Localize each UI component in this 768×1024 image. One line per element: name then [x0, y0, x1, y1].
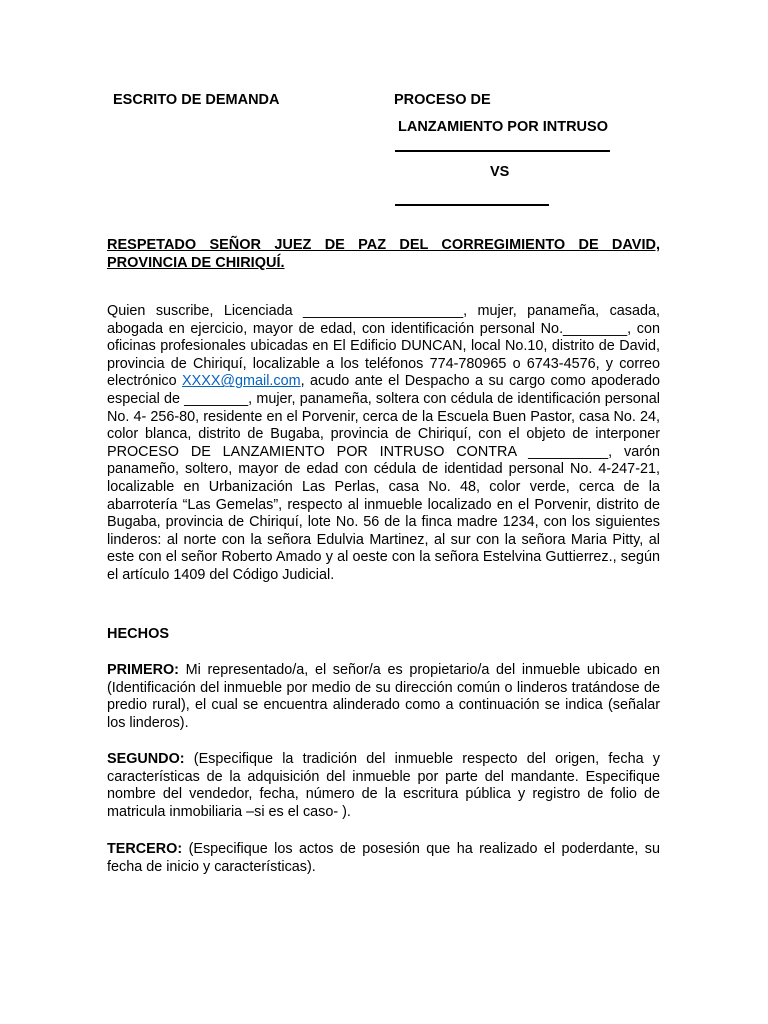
- intro-text-part-2: , acudo ante el Despacho a su cargo como apoderado especial de ________, mujer, panameña, soltera con cédula de identificación personal No. 4- 256-80, residente en el Porvenir, cerca de la Escuela Buen Pastor, casa No. 24, color blanca, distrito de Bugaba, provincia de Chiriquí, con el objeto de interponer PROCESO DE LANZAMIENTO POR INTRUSO CONTRA __________, varón panameño, soltero, mayor de edad con cédula de identidad personal No. 4-247-21, localizable en Urbanización Las Perlas, casa No. 48, color verde, cerca de la abarrotería “Las Gemelas”, respecto al inmueble localizado en el Porvenir, distrito de Bugaba, provincia de Chiriquí, lote No. 56 de la finca madre 1234, con los siguientes linderos: al norte con la señora Edulvia Martinez, al sur con la señora Maria Pitty, al este con el señor Roberto Amado y al oeste con la señora Estelvina Guttierrez., según el artículo 1409 del Código Judicial.: [107, 373, 660, 583]
- fact-third-text: (Especifique los actos de posesión que ha realizado el poderdante, su fecha de inicio y características).: [107, 841, 660, 875]
- fact-second-text: (Especifique la tradición del inmueble respecto del origen, fecha y características de la adquisición del inmueble por parte del mandante. Especifique nombre del vendedor, fecha, número de la escritura pública y registro de folio de matricula inmobiliaria –si es el caso- ).: [107, 751, 660, 820]
- facts-heading: HECHOS: [107, 626, 170, 642]
- fact-third-label: TERCERO:: [107, 841, 183, 857]
- email-link[interactable]: XXXX@gmail.com: [182, 373, 301, 390]
- versus-label: VS: [490, 164, 510, 180]
- judge-address-line-1: RESPETADO SEÑOR JUEZ DE PAZ DEL CORREGIMIENTO DE DAVID,: [107, 237, 660, 253]
- defendant-blank-line: [395, 204, 549, 206]
- fact-first-text: Mi representado/a, el señor/a es propietario/a del inmueble ubicado en (Identificación del inmueble por medio de su dirección común o linderos tratándose de predio rural), el cual se encuentra alinderado como a continuación se indica (señalar los linderos).: [107, 662, 660, 731]
- intro-text-part-1: Quien suscribe, Licenciada ____________________, mujer, panameña, casada, abogada en ejercicio, mayor de edad, con identificación personal No.________, con oficinas profesionales ubicadas en El Edificio DUNCAN, local No.10, distrito de David, provincia de Chiriquí, localizable a los teléfonos 774-780965 o 6743-4576, y correo electrónico: [107, 303, 660, 390]
- process-title-line-2: LANZAMIENTO POR INTRUSO: [398, 119, 608, 135]
- fact-second-paragraph: [107, 751, 660, 821]
- judge-address-line-2: PROVINCIA DE CHIRIQUÍ.: [107, 255, 285, 271]
- fact-first-label: PRIMERO:: [107, 662, 179, 678]
- document-type-title: ESCRITO DE DEMANDA: [113, 92, 280, 108]
- process-title-line-1: PROCESO DE: [394, 92, 491, 108]
- fact-second-label: SEGUNDO:: [107, 751, 185, 767]
- plaintiff-blank-line: [395, 150, 610, 152]
- fact-first-paragraph: [107, 662, 660, 732]
- intro-paragraph: [107, 303, 660, 585]
- fact-third-paragraph: [107, 841, 660, 876]
- judge-address: [107, 236, 660, 272]
